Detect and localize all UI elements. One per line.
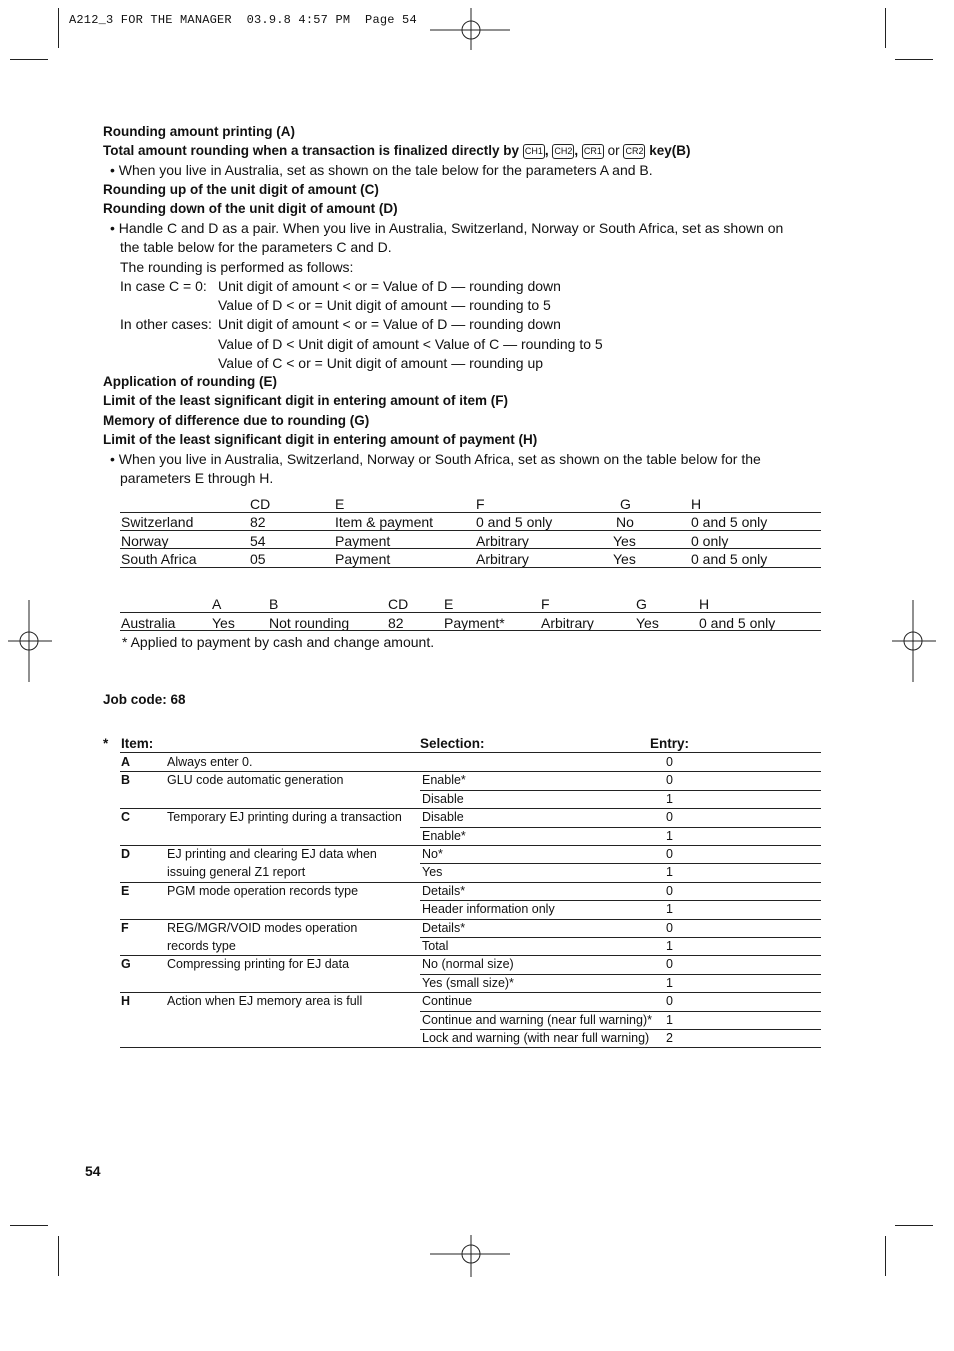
entry-value: 2 — [666, 1031, 673, 1045]
divider — [120, 612, 821, 613]
heading-memory-g: Memory of difference due to rounding (G) — [103, 413, 370, 428]
selection-option: Enable* — [422, 773, 466, 788]
australia-table-header-e: E — [444, 596, 454, 612]
divider — [120, 992, 821, 993]
country-table-header-g: G — [620, 496, 631, 512]
selection-option: Disable — [422, 810, 464, 825]
divider — [120, 771, 821, 772]
entry-value: 0 — [666, 810, 673, 825]
table-cell: 05 — [250, 551, 266, 567]
table-cell: 0 and 5 only — [476, 514, 553, 530]
case0-line-1: Unit digit of amount < or = Value of D — rounding down — [218, 278, 561, 294]
selection-option: Total — [422, 939, 449, 953]
selection-option: Yes (small size)* — [422, 975, 514, 990]
selection-option: Continue and warning (near full warning)* — [422, 1012, 652, 1027]
item-description: records type — [167, 939, 236, 953]
table-cell: Yes — [613, 533, 636, 549]
australia-table-header-g: G — [636, 596, 647, 612]
divider — [120, 919, 821, 920]
asterisk-marker: * — [103, 736, 109, 751]
table-cell: Yes — [212, 615, 235, 631]
item-letter: F — [121, 920, 129, 935]
item-description: REG/MGR/VOID modes operation — [167, 920, 358, 935]
footnote: * Applied to payment by cash and change amount. — [122, 634, 435, 650]
divider — [120, 630, 821, 631]
cr1-key-icon: CR1 — [582, 144, 604, 159]
australia-table-header-b: B — [269, 596, 279, 612]
divider — [120, 512, 821, 513]
table-cell: Arbitrary — [541, 615, 594, 631]
selection-option: Yes — [422, 865, 443, 880]
table-cell: Item & payment — [335, 514, 434, 530]
item-description: Temporary EJ printing during a transaction — [167, 810, 402, 825]
item-description: Compressing printing for EJ data — [167, 957, 350, 972]
paragraph-australia-ab: • When you live in Australia, set as shown on the tale below for the parameters A and B. — [110, 162, 653, 178]
divider — [120, 1047, 821, 1048]
divider — [420, 1029, 821, 1030]
table-cell: 0 only — [691, 533, 729, 549]
other-line-3: Value of C < or = Unit digit of amount — rounding up — [218, 355, 544, 371]
table-cell: 0 and 5 only — [691, 551, 768, 567]
other-line-2: Value of D < Unit digit of amount < Value of C — rounding to 5 — [218, 336, 603, 352]
divider — [420, 827, 821, 828]
entry-value: 1 — [666, 939, 673, 953]
heading-application-e: Application of rounding (E) — [103, 374, 277, 389]
table-cell: No — [616, 514, 634, 530]
selection-option: Details* — [422, 883, 466, 898]
divider — [420, 1011, 821, 1012]
column-header-entry: Entry: — [650, 736, 690, 751]
divider — [420, 900, 821, 901]
australia-table-header-h: H — [699, 596, 710, 612]
table-cell: 82 — [250, 514, 266, 530]
table-cell: Arbitrary — [476, 551, 529, 567]
item-letter: A — [121, 755, 131, 769]
entry-value: 0 — [666, 994, 673, 1009]
table-cell: South Africa — [121, 551, 197, 567]
selection-option: Lock and warning (with near full warning) — [422, 1031, 650, 1045]
heading-rounding-c: Rounding up of the unit digit of amount (C) — [103, 182, 379, 197]
print-header-meta: A212_3 FOR THE MANAGER 03.9.8 4:57 PM Page 54 — [69, 13, 417, 27]
other-line-1: Unit digit of amount < or = Value of D — rounding down — [218, 316, 561, 332]
divider — [120, 530, 821, 531]
entry-value: 1 — [666, 975, 673, 990]
selection-option: No (normal size) — [422, 957, 514, 972]
paragraph-cd-2: the table below for the parameters C and D. — [120, 239, 392, 255]
job-code-title: Job code: 68 — [103, 692, 186, 707]
paragraph-eh-1: • When you live in Australia, Switzerland, Norway or South Africa, set as shown on the table below for the — [110, 451, 761, 467]
entry-value: 0 — [666, 883, 673, 898]
or-text: or — [607, 143, 620, 158]
country-table-header-f: F — [476, 496, 485, 512]
cr2-key-icon: CR2 — [623, 144, 645, 159]
table-row — [0, 615, 954, 634]
heading-rounding-a: Rounding amount printing (A) — [103, 124, 295, 139]
divider — [120, 548, 821, 549]
item-letter: E — [121, 883, 130, 898]
table-cell: Yes — [613, 551, 636, 567]
heading-total-rounding-b: Total amount rounding when a transaction is finalized directly by CH1 , CH2 , CR1 or CR2 key(B) — [103, 143, 691, 158]
selection-option: Details* — [422, 920, 466, 935]
heading-rounding-d: Rounding down of the unit digit of amount (D) — [103, 201, 398, 216]
item-letter: B — [121, 773, 131, 788]
item-description: PGM mode operation records type — [167, 883, 359, 898]
table-cell: 0 and 5 only — [691, 514, 768, 530]
entry-value: 0 — [666, 920, 673, 935]
registration-mark-top — [430, 8, 512, 50]
item-letter: C — [121, 810, 131, 825]
divider — [120, 808, 821, 809]
table-cell: Australia — [121, 615, 176, 631]
registration-mark-left — [8, 600, 52, 682]
table-cell: Payment* — [444, 615, 505, 631]
divider — [420, 863, 821, 864]
item-description: GLU code automatic generation — [167, 773, 344, 788]
selection-option: Header information only — [422, 902, 555, 917]
entry-value: 1 — [666, 1012, 673, 1027]
table-cell: Payment — [335, 533, 391, 549]
australia-table-header-cd: CD — [388, 596, 409, 612]
selection-option: Enable* — [422, 828, 466, 843]
item-description: Always enter 0. — [167, 755, 253, 769]
entry-value: 0 — [666, 755, 673, 769]
divider — [120, 955, 821, 956]
table-cell: Yes — [636, 615, 659, 631]
page-number: 54 — [85, 1163, 101, 1179]
selection-option: No* — [422, 847, 443, 861]
heading-total-b-suffix: key(B) — [649, 143, 691, 158]
registration-mark-right — [892, 600, 936, 682]
case0-label: In case C = 0: — [120, 278, 207, 294]
item-description: Action when EJ memory area is full — [167, 994, 363, 1009]
item-letter: D — [121, 847, 131, 861]
entry-value: 1 — [666, 865, 673, 880]
table-cell: 82 — [388, 615, 404, 631]
divider — [420, 974, 821, 975]
heading-limit-f: Limit of the least significant digit in entering amount of item (F) — [103, 393, 508, 408]
item-letter: G — [121, 957, 131, 972]
australia-table-header-a: A — [212, 596, 222, 612]
item-description: issuing general Z1 report — [167, 865, 306, 880]
table-cell: Switzerland — [121, 514, 194, 530]
divider — [420, 937, 821, 938]
divider — [120, 882, 821, 883]
divider — [420, 790, 821, 791]
entry-value: 1 — [666, 828, 673, 843]
item-description: EJ printing and clearing EJ data when — [167, 847, 377, 861]
entry-value: 0 — [666, 847, 673, 861]
table-cell: Payment — [335, 551, 391, 567]
paragraph-eh-2: parameters E through H. — [120, 470, 274, 486]
column-header-item: Item: — [121, 736, 154, 751]
country-table-header-h: H — [691, 496, 702, 512]
selection-option: Disable — [422, 791, 464, 806]
divider — [120, 845, 821, 846]
table-cell: 54 — [250, 533, 266, 549]
ch2-key-icon: CH2 — [552, 144, 574, 159]
divider — [120, 752, 821, 753]
other-label: In other cases: — [120, 316, 212, 332]
country-table-header-e: E — [335, 496, 345, 512]
australia-table-header-f: F — [541, 596, 550, 612]
selection-option: Continue — [422, 994, 473, 1009]
table-cell: Arbitrary — [476, 533, 529, 549]
entry-value: 1 — [666, 791, 673, 806]
entry-value: 0 — [666, 773, 673, 788]
item-letter: H — [121, 994, 131, 1009]
paragraph-cd-3: The rounding is performed as follows: — [120, 259, 354, 275]
table-cell: Not rounding — [269, 615, 350, 631]
registration-mark-bottom — [430, 1235, 512, 1277]
table-cell: Norway — [121, 533, 169, 549]
entry-value: 0 — [666, 957, 673, 972]
table-row — [0, 533, 954, 552]
entry-value: 1 — [666, 902, 673, 917]
case0-line-2: Value of D < or = Unit digit of amount — rounding to 5 — [218, 297, 551, 313]
table-cell: 0 and 5 only — [699, 615, 776, 631]
heading-total-b-text: Total amount rounding when a transaction is finalized directly by — [103, 143, 520, 158]
country-table-header-cd: CD — [250, 496, 271, 512]
ch1-key-icon: CH1 — [523, 144, 545, 159]
column-header-selection: Selection: — [420, 736, 485, 751]
paragraph-cd-1: • Handle C and D as a pair. When you live in Australia, Switzerland, Norway or South Africa, set as shown on — [110, 220, 784, 236]
divider — [120, 567, 821, 568]
heading-limit-h: Limit of the least significant digit in entering amount of payment (H) — [103, 432, 538, 447]
